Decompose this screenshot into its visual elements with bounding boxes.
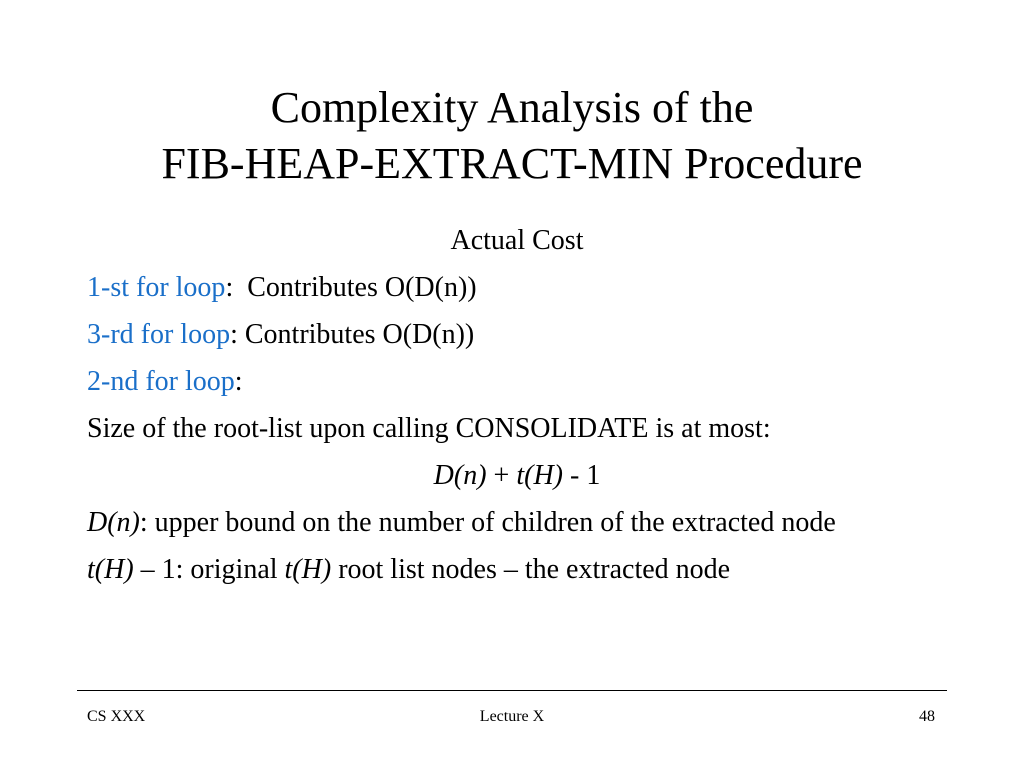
slide-title-line-2: FIB-HEAP-EXTRACT-MIN Procedure: [161, 139, 863, 188]
th-definition-term-1: t(H): [87, 554, 134, 585]
second-loop-text: :: [234, 366, 243, 397]
actual-cost-heading: Actual Cost: [450, 225, 584, 256]
th-definition-text-1: – 1: original: [133, 554, 285, 585]
first-loop-line: [87, 271, 947, 305]
dn-definition-term: D(n): [87, 507, 140, 538]
root-list-size-formula: [87, 459, 947, 493]
first-loop-label: 1-st for loop: [87, 272, 226, 303]
formula-rest: - 1: [563, 460, 601, 491]
th-definition-term-2: t(H): [284, 554, 332, 585]
dn-definition-text: : upper bound on the number of children of the extracted node: [139, 507, 836, 538]
third-loop-label: 3-rd for loop: [87, 319, 231, 350]
slide-title: [0, 80, 1024, 192]
third-loop-line: [87, 318, 947, 352]
footer-divider: [77, 690, 947, 691]
dn-definition: [87, 506, 947, 540]
third-loop-text: : Contributes O(D(n)): [230, 319, 475, 350]
formula-plus: +: [486, 460, 517, 491]
slide-body: [87, 224, 947, 600]
formula-dn: D(n): [433, 460, 487, 491]
th-definition: [87, 553, 947, 587]
footer-course: CS XXX: [87, 708, 146, 725]
footer-page-number: 48: [919, 708, 935, 725]
second-loop-line: [87, 365, 947, 399]
slide-title-line-1: Complexity Analysis of the: [270, 83, 754, 132]
formula-th: t(H): [516, 460, 563, 491]
th-definition-text-2: root list nodes – the extracted node: [331, 554, 731, 585]
first-loop-text: : Contributes O(D(n)): [225, 272, 477, 303]
footer-lecture: Lecture X: [479, 708, 545, 725]
root-list-size-text: Size of the root-list upon calling CONSOLIDATE is at most:: [87, 413, 771, 444]
second-loop-label: 2-nd for loop: [87, 366, 235, 397]
